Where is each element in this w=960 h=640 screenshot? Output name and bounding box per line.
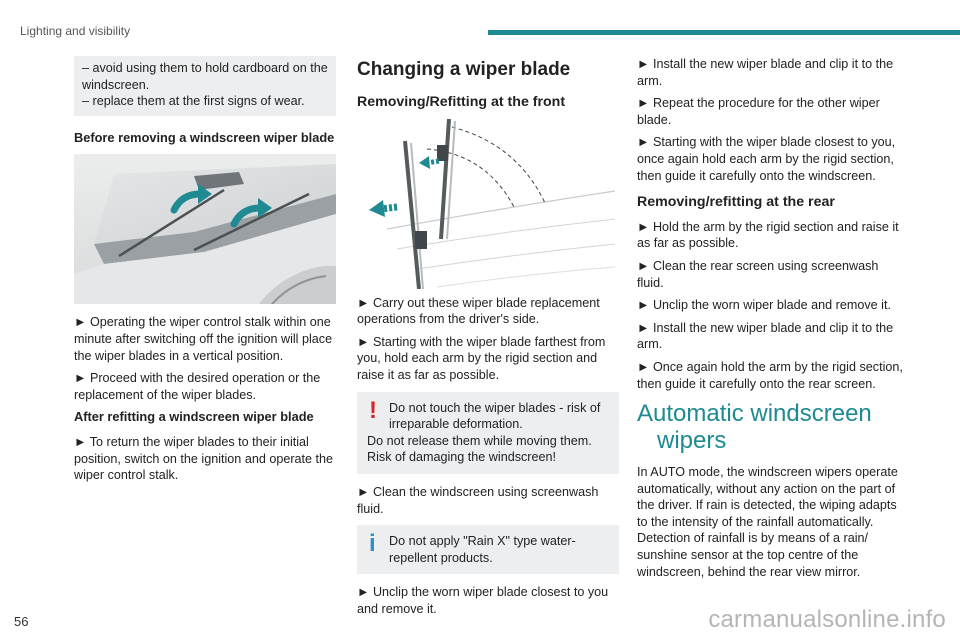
column-left: [74, 56, 336, 490]
instruction: ► Clean the rear screen using screenwash fluid.: [637, 258, 879, 290]
instruction: ► Clean the windscreen using screenwash fluid.: [357, 484, 599, 516]
automatic-wipers-title: [637, 400, 907, 454]
instruction: ► Operating the wiper control stalk within one minute after switching off the ignition will place the wiper blades in a vertical position.: [74, 315, 333, 363]
page-number: 56: [14, 614, 29, 629]
tip-item: – replace them at the first signs of wear.: [82, 94, 305, 109]
warning-text: Do not release them while moving them. Risk of damaging the windscreen!: [367, 433, 592, 465]
instruction: ► Install the new wiper blade and clip it to the arm.: [637, 57, 894, 88]
warning-text: Do not touch the wiper blades - risk of irreparable deformation.: [389, 400, 601, 432]
instruction: ► To return the wiper blades to their initial position, switch on the ignition and operate the wiper control stalk.: [74, 434, 334, 483]
windscreen-illustration: [74, 154, 336, 304]
instruction: ► Starting with the wiper blade closest to you, once again hold each arm by the rigid section, then guide it carefully onto the windscreen.: [637, 135, 896, 183]
warning-box: [357, 392, 619, 474]
instruction: ► Once again hold the arm by the rigid section, then guide it carefully onto the rear screen.: [637, 359, 903, 391]
instruction: ► Repeat the procedure for the other wiper blade.: [637, 96, 880, 127]
after-refitting-heading: After refitting a windscreen wiper blade: [74, 409, 314, 425]
auto-description: In AUTO mode, the windscreen wipers operate automatically, without any action on the part of the driver. If rain is detected, the wiping adapts to the intensity of the rainfall automatically. Detection of rainfall is by means of a rain/ sunshine sensor at the top centre of the windscreen, behind the rear view mirror.: [637, 465, 898, 579]
instruction: ► Proceed with the desired operation or the replacement of the wiper blades.: [74, 371, 321, 402]
column-middle: [357, 56, 619, 624]
column-right: [637, 56, 907, 586]
info-box: [357, 525, 619, 574]
title-line: wipers: [657, 427, 727, 455]
arrow-icon: [419, 156, 439, 169]
tips-box: [74, 56, 336, 116]
arrow-icon: [369, 200, 397, 217]
before-removing-heading: Before removing a windscreen wiper blade: [74, 129, 335, 145]
wiper-raise-illustration: [357, 119, 619, 289]
rear-subheading: Removing/refitting at the rear: [637, 194, 835, 211]
title-line: Automatic windscreen: [637, 400, 872, 428]
header-accent-bar: [488, 30, 960, 35]
instruction: ► Unclip the worn wiper blade and remove it.: [637, 298, 891, 313]
front-subheading: Removing/Refitting at the front: [357, 94, 566, 110]
instruction: ► Carry out these wiper blade replacement operations from the driver's side.: [357, 295, 600, 327]
info-text: Do not apply "Rain X" type water-repellent products.: [389, 534, 576, 565]
changing-wiper-blade-title: Changing a wiper blade: [357, 59, 571, 80]
watermark: carmanualsonline.info: [708, 606, 946, 633]
instruction: ► Unclip the worn wiper blade closest to you and remove it.: [357, 585, 609, 616]
instruction: ► Install the new wiper blade and clip it to the arm.: [637, 320, 894, 352]
instruction: ► Starting with the wiper blade farthest from you, hold each arm by the rigid section and raise it as far as possible.: [357, 334, 606, 382]
info-icon: i: [369, 530, 376, 558]
section-title: Lighting and visibility: [20, 24, 131, 38]
exclamation-icon: !: [369, 396, 377, 424]
tip-item: – avoid using them to hold cardboard on the windscreen.: [82, 61, 328, 92]
instruction: ► Hold the arm by the rigid section and raise it as far as possible.: [637, 219, 899, 251]
